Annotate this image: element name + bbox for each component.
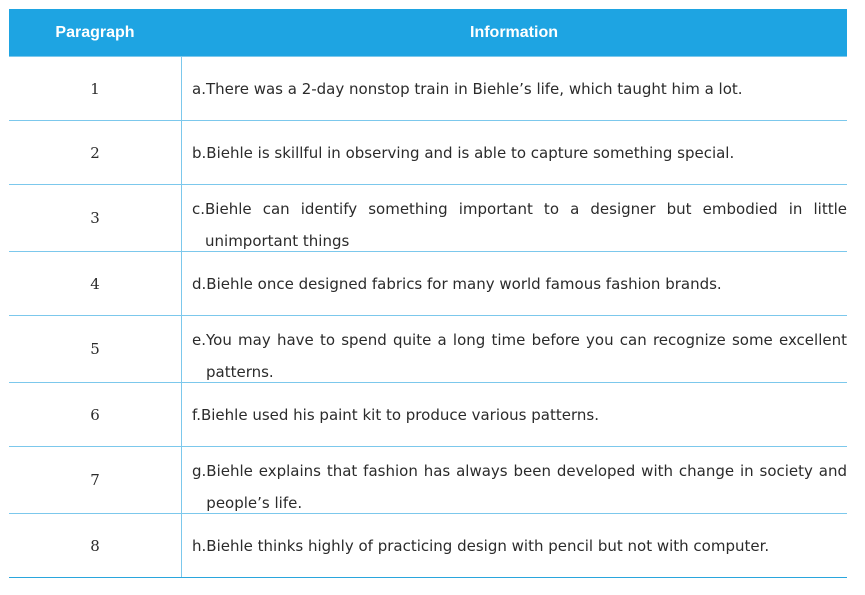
option-letter: a. — [192, 79, 206, 98]
option-text: Biehle is skillful in observing and is able to capture something special. — [206, 143, 735, 162]
table-row — [9, 513, 847, 577]
information-cell — [182, 185, 847, 251]
paragraph-number: 7 — [9, 447, 182, 513]
information-cell — [182, 57, 847, 120]
paragraph-number: 3 — [9, 185, 182, 251]
paragraph-number: 4 — [9, 252, 182, 315]
information-cell — [182, 383, 847, 446]
option-text: You may have to spend quite a long time before you can recognize some excellent patterns. — [206, 331, 847, 381]
option-letter: d. — [192, 274, 207, 293]
information-cell — [182, 252, 847, 315]
option-letter: e. — [192, 331, 206, 349]
table-row — [9, 120, 847, 184]
option-letter: g. — [192, 462, 207, 480]
option-text: Biehle used his paint kit to produce various patterns. — [200, 405, 599, 424]
table-row — [9, 56, 847, 120]
option-text: Biehle thinks highly of practicing design with pencil but not with computer. — [206, 536, 770, 555]
paragraph-number: 2 — [9, 121, 182, 184]
table-row — [9, 382, 847, 446]
paragraph-number: 5 — [9, 316, 182, 382]
option-letter: b. — [192, 143, 207, 162]
table-row — [9, 446, 847, 513]
option-text: Biehle once designed fabrics for many world famous fashion brands. — [206, 274, 722, 293]
option-text: Biehle explains that fashion has always been developed with change in society and people’s life. — [206, 462, 847, 512]
option-text: There was a 2-day nonstop train in Biehle’s life, which taught him a lot. — [205, 79, 743, 98]
paragraph-number: 1 — [9, 57, 182, 120]
table-row — [9, 315, 847, 382]
matching-table — [9, 9, 847, 578]
option-letter: f. — [192, 405, 201, 424]
table-row — [9, 184, 847, 251]
information-cell — [182, 447, 847, 513]
information-column-header: Information — [470, 23, 558, 41]
information-cell — [182, 514, 847, 577]
table-row — [9, 251, 847, 315]
paragraph-number: 8 — [9, 514, 182, 577]
paragraph-column-header: Paragraph — [55, 23, 135, 41]
option-letter: c. — [192, 200, 206, 218]
option-letter: h. — [192, 536, 207, 555]
option-text: Biehle can identify something important to a designer but embodied in little unimportant things — [205, 200, 847, 250]
information-cell — [182, 121, 847, 184]
table-header — [9, 9, 847, 56]
information-cell — [182, 316, 847, 382]
paragraph-number: 6 — [9, 383, 182, 446]
